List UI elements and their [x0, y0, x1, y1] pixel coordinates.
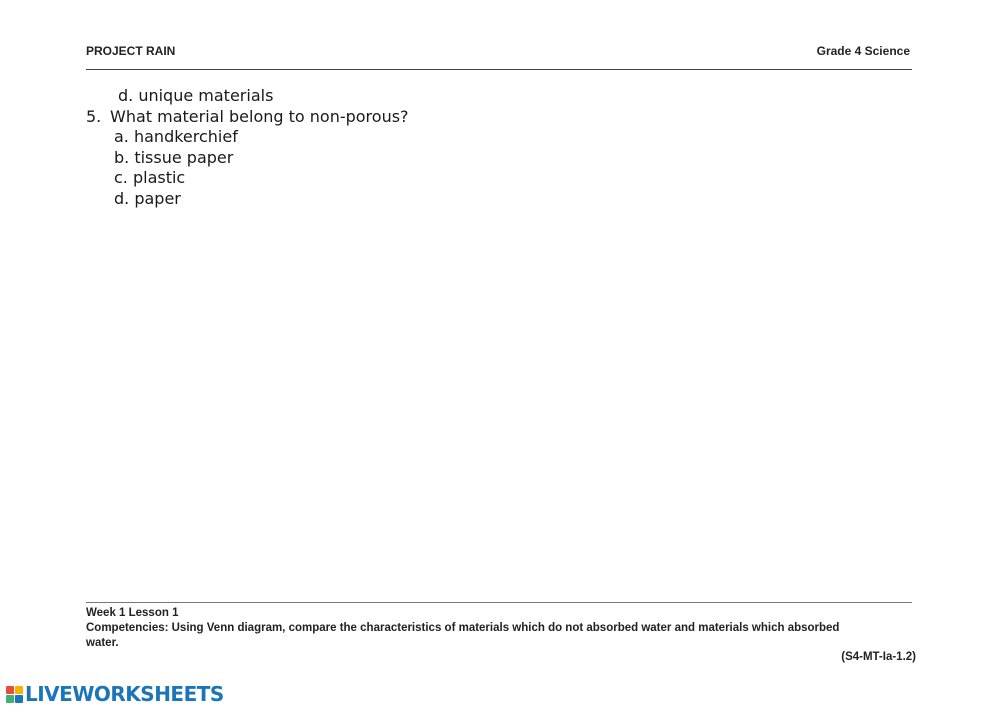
question-section: [86, 86, 409, 209]
previous-option-d: d. unique materials: [118, 86, 274, 105]
question-text: What material belong to non-porous?: [110, 106, 409, 126]
option-b: b. tissue paper: [114, 147, 234, 167]
competencies-line-1: Competencies: Using Venn diagram, compare the characteristics of materials which do not absorbed water and materials which absorbed: [86, 622, 840, 634]
icon-square-4: [15, 695, 23, 703]
question-number: 5.: [86, 106, 102, 126]
footer-divider: [86, 602, 912, 603]
footer-competencies: [86, 621, 916, 651]
option-c: c. plastic: [114, 168, 186, 187]
liveworksheets-wordmark: LIVEWORKSHEETS: [25, 682, 224, 706]
liveworksheets-icon: [6, 686, 23, 703]
competency-code: (S4-MT-Ia-1.2): [841, 651, 916, 663]
option-d: d. paper: [114, 188, 181, 208]
question-5: [86, 107, 409, 128]
icon-square-1: [6, 686, 14, 694]
icon-square-3: [6, 695, 14, 703]
header-grade-subject: Grade 4 Science: [816, 44, 910, 58]
option-a: a. handkerchief: [114, 127, 238, 146]
liveworksheets-logo[interactable]: [6, 683, 224, 705]
footer-week-lesson: Week 1 Lesson 1: [86, 607, 179, 619]
icon-square-2: [15, 686, 23, 694]
header-project-title: PROJECT RAIN: [86, 44, 176, 58]
header-divider: [86, 69, 912, 70]
competencies-line-2: water.: [86, 637, 119, 649]
